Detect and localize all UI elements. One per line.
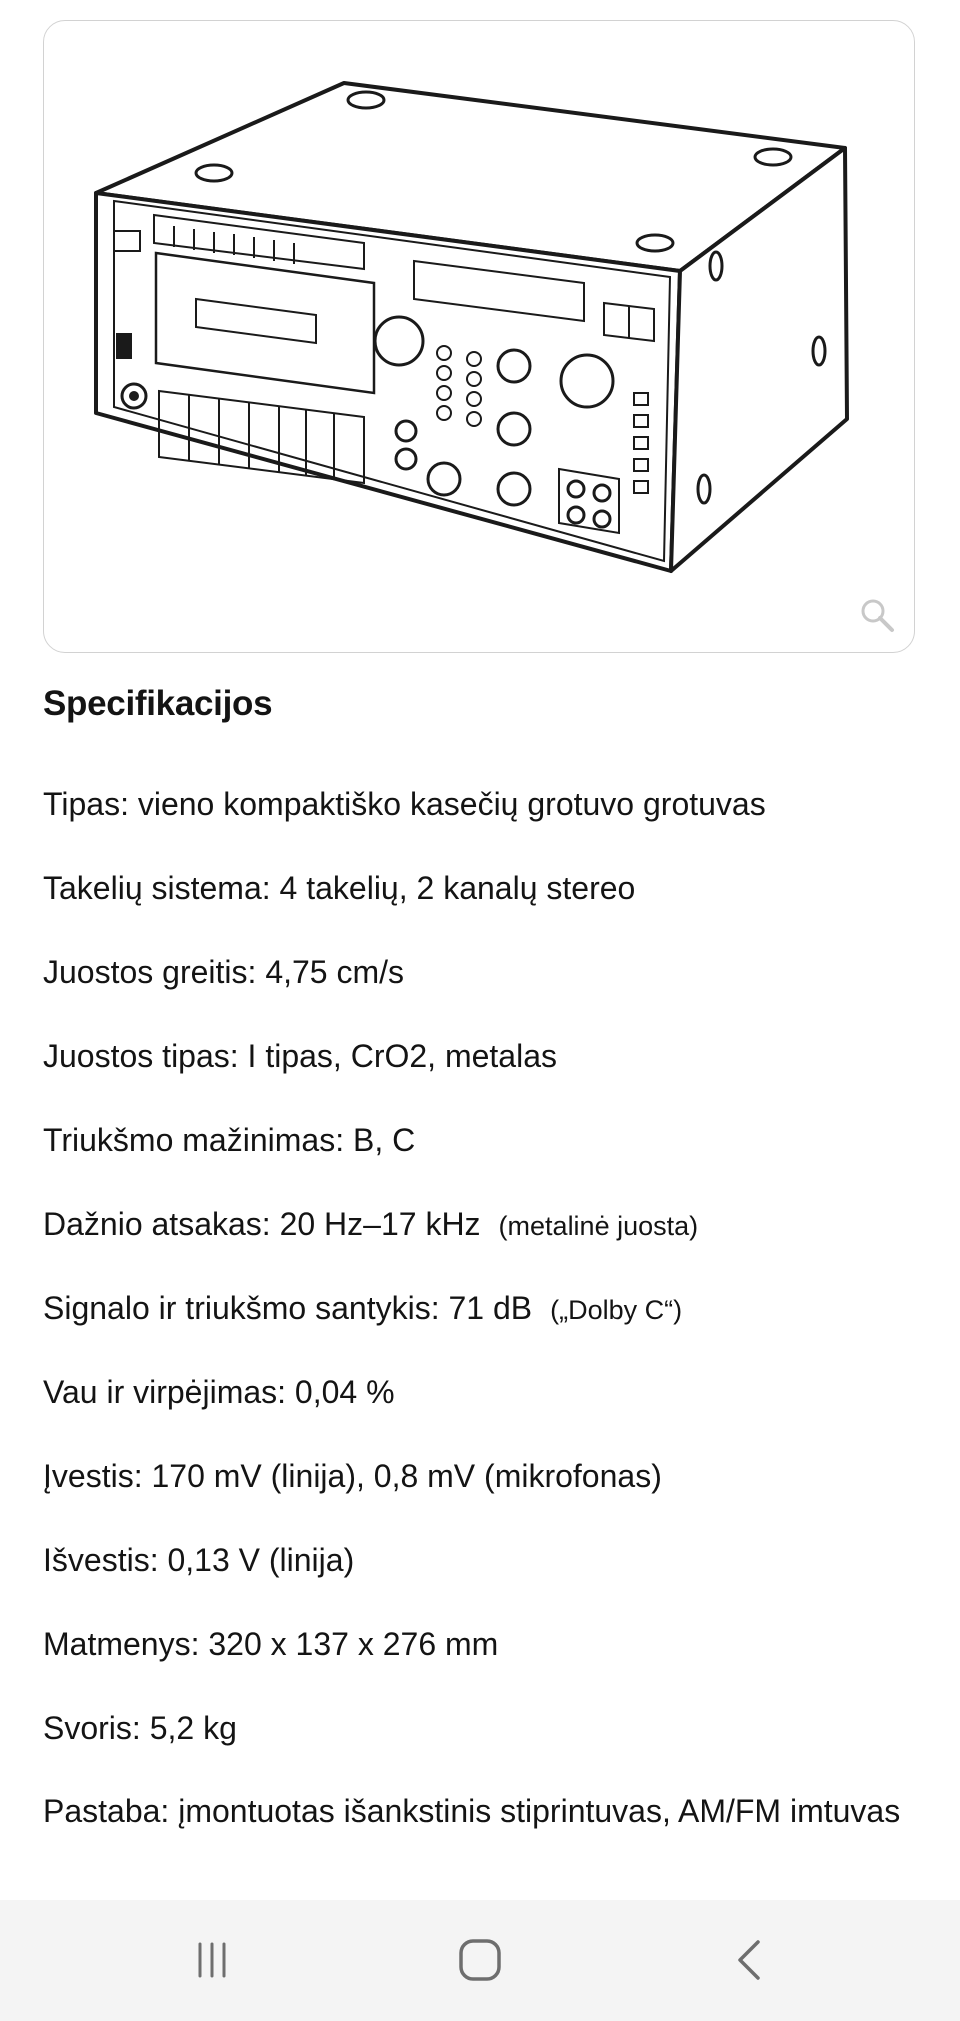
spec-text: Tipas: vieno kompaktiško kasečių grotuvo grotuvas: [43, 786, 766, 822]
home-button[interactable]: [440, 1930, 520, 1990]
home-icon: [458, 1938, 502, 1982]
spec-item: [43, 1032, 923, 1080]
spec-item: [43, 1620, 923, 1668]
spec-item: [43, 948, 923, 996]
navigation-bar: [0, 1900, 960, 2021]
spec-text: Juostos greitis: 4,75 cm/s: [43, 954, 405, 990]
recent-apps-button[interactable]: [172, 1930, 252, 1990]
spec-text: Pastaba: įmontuotas išankstinis stiprintuvas, AM/FM imtuvas: [43, 1793, 901, 1829]
back-button[interactable]: [710, 1930, 790, 1990]
spec-text: Triukšmo mažinimas: B, C: [43, 1122, 416, 1158]
spec-text: Juostos tipas: I tipas, CrO2, metalas: [43, 1038, 557, 1074]
spec-note: (metalinė juosta): [498, 1211, 699, 1241]
spec-text: Įvestis: 170 mV (linija), 0,8 mV (mikrofonas): [43, 1458, 662, 1494]
spec-text: Signalo ir triukšmo santykis: 71 dB: [43, 1290, 533, 1326]
spec-list: [43, 780, 923, 1871]
section-title: Specifikacijos: [43, 684, 273, 723]
spec-item: [43, 1452, 923, 1500]
spec-text: Svoris: 5,2 kg: [43, 1710, 237, 1746]
back-icon: [730, 1938, 770, 1982]
spec-note: („Dolby C“): [550, 1295, 683, 1325]
spec-item: [43, 1200, 923, 1248]
spec-item: [43, 1368, 923, 1416]
product-image-card[interactable]: [43, 20, 915, 653]
cassette-deck-illustration: [44, 21, 915, 653]
magnifier-icon[interactable]: [858, 596, 898, 636]
spec-text: Matmenys: 320 x 137 x 276 mm: [43, 1626, 499, 1662]
spec-item: [43, 1704, 923, 1752]
spec-item: [43, 1788, 923, 1835]
spec-item: [43, 864, 923, 912]
spec-text: Dažnio atsakas: 20 Hz–17 kHz: [43, 1206, 481, 1242]
spec-item: [43, 1284, 923, 1332]
spec-text: Takelių sistema: 4 takelių, 2 kanalų stereo: [43, 870, 636, 906]
spec-text: Vau ir virpėjimas: 0,04 %: [43, 1374, 395, 1410]
spec-text: Išvestis: 0,13 V (linija): [43, 1542, 355, 1578]
spec-item: [43, 780, 923, 828]
spec-item: [43, 1116, 923, 1164]
recent-apps-icon: [192, 1940, 232, 1980]
spec-item: [43, 1536, 923, 1584]
